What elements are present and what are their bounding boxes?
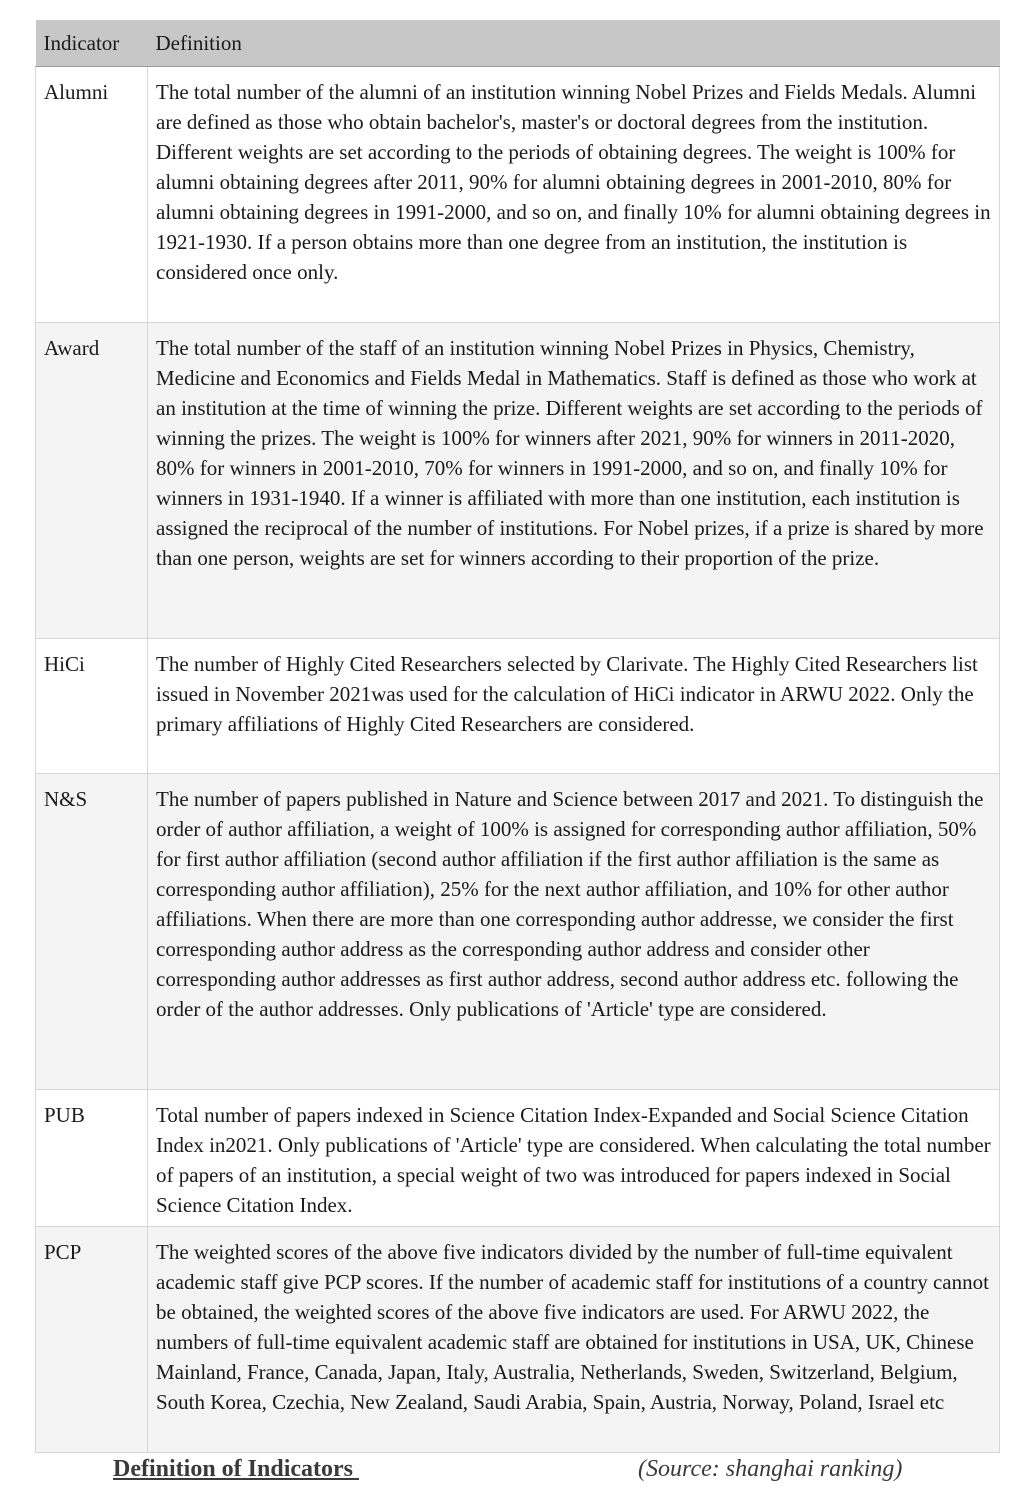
table-row [36, 774, 1000, 1090]
indicator-definition: The weighted scores of the above five indicators divided by the number of full-time equivalent academic staff give PCP scores. If the number of academic staff for institutions of a country cannot be obtained, the weighted scores of the above five indicators are used. For ARWU 2022, the numbers of full-time equivalent academic staff are obtained for institutions in USA, UK, Chinese Mainland, France, Canada, Japan, Italy, Australia, Netherlands, Sweden, Switzerland, Belgium, South Korea, Czechia, New Zealand, Saudi Arabia, Spain, Austria, Norway, Poland, Israel etc [148, 1227, 1000, 1453]
indicator-name: Award [36, 323, 148, 639]
figure-caption-source: (Source: shanghai ranking) [638, 1456, 903, 1482]
table-header-row [36, 20, 1000, 67]
table-row [36, 639, 1000, 774]
table-row [36, 323, 1000, 639]
header-indicator: Indicator [36, 20, 148, 67]
indicator-name: HiCi [36, 639, 148, 774]
indicator-definition: Total number of papers indexed in Science Citation Index-Expanded and Social Science Citation Index in2021. Only publications of 'Article' type are considered. When calculating the total number of papers of an institution, a special weight of two was introduced for papers indexed in Social Science Citation Index. [148, 1090, 1000, 1227]
indicator-definition: The number of Highly Cited Researchers selected by Clarivate. The Highly Cited Researchers list issued in November 2021was used for the calculation of HiCi indicator in ARWU 2022. Only the primary affiliations of Highly Cited Researchers are considered. [148, 639, 1000, 774]
table-row [36, 67, 1000, 323]
indicator-name: PCP [36, 1227, 148, 1453]
indicator-name: Alumni [36, 67, 148, 323]
indicator-name: N&S [36, 774, 148, 1090]
indicator-definition: The total number of the alumni of an institution winning Nobel Prizes and Fields Medals. Alumni are defined as those who obtain bachelor's, master's or doctoral degrees from the institution. Different weights are set according to the periods of obtaining degrees. The weight is 100% for alumni obtaining degrees after 2011, 90% for alumni obtaining degrees in 2001-2010, 80% for alumni obtaining degrees in 1991-2000, and so on, and finally 10% for alumni obtaining degrees in 1921-1930. If a person obtains more than one degree from an institution, the institution is considered once only. [148, 67, 1000, 323]
indicator-definition-table [35, 20, 1000, 1453]
header-definition: Definition [148, 20, 1000, 67]
table-row [36, 1227, 1000, 1453]
figure-caption-title: Definition of Indicators [113, 1456, 359, 1482]
indicator-definition: The number of papers published in Nature and Science between 2017 and 2021. To distinguish the order of author affiliation, a weight of 100% is assigned for corresponding author affiliation, 50% for first author affiliation (second author affiliation if the first author affiliation is the same as corresponding author affiliation), 25% for the next author affiliation, and 10% for other author affiliations. When there are more than one corresponding author addresse, we consider the first corresponding author address as the corresponding author address and consider other corresponding author addresses as first author address, second author address etc. following the order of the author addresses. Only publications of 'Article' type are considered. [148, 774, 1000, 1090]
table-row [36, 1090, 1000, 1227]
indicator-definition: The total number of the staff of an institution winning Nobel Prizes in Physics, Chemistry, Medicine and Economics and Fields Medal in Mathematics. Staff is defined as those who work at an institution at the time of winning the prize. Different weights are set according to the periods of winning the prizes. The weight is 100% for winners after 2021, 90% for winners in 2011-2020, 80% for winners in 2001-2010, 70% for winners in 1991-2000, and so on, and finally 10% for winners in 1931-1940. If a winner is affiliated with more than one institution, each institution is assigned the reciprocal of the number of institutions. For Nobel prizes, if a prize is shared by more than one person, weights are set for winners according to their proportion of the prize. [148, 323, 1000, 639]
indicator-name: PUB [36, 1090, 148, 1227]
